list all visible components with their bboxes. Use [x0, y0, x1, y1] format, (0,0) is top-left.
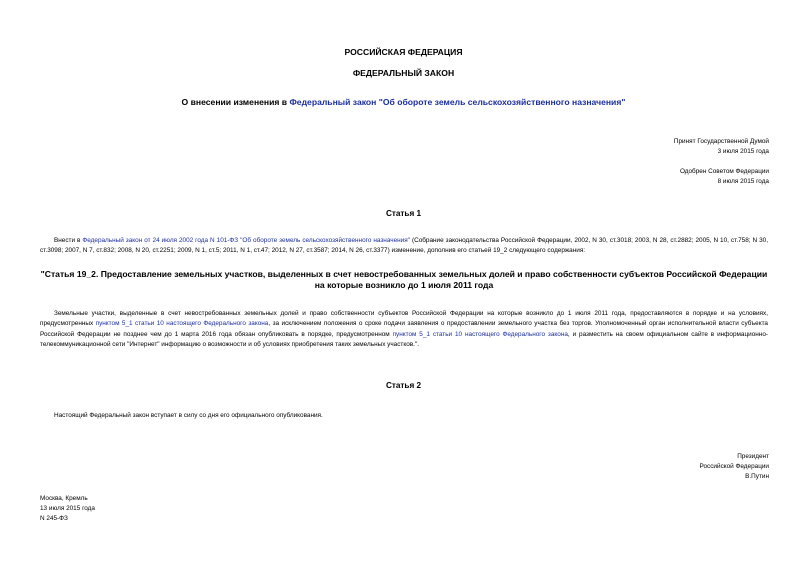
- duma-adoption-date: 3 июля 2015 года: [717, 147, 769, 155]
- new-article-body-link1[interactable]: пунктом 5_1 статьи 10 настоящего Федерального закона: [95, 320, 269, 328]
- footer-place: Москва, Кремль: [40, 495, 88, 502]
- article-1-intro-suffix: (Собрание законодательства Российской Федерации, 2002, N 30, ст.3018; 2003, N 28, ст.2882; 2005, N 10, ст.758; N 30, ст.3098; 2007, N 7, ст.832; 2008, N 20, ст.2251; 2009, N 1, ст.5; 2011, N 1, ст.47; 2012, N 27, ст.3587; 2014, N 26, ст.3377) изменение, дополнив его статьей 19_2 следующего содержания:: [40, 237, 768, 255]
- signature-name: В.Путин: [745, 473, 769, 480]
- signature-title: Президент: [737, 453, 769, 460]
- article-1-intro-link[interactable]: Федеральный закон от 24 июля 2002 года N 101-ФЗ "Об обороте земель сельскохозяйственного назначения": [82, 237, 410, 244]
- signature-block: [700, 452, 770, 482]
- article-1-intro-prefix: Внести в: [54, 237, 83, 244]
- article-2-text: Настоящий Федеральный закон вступает в силу со дня его официального опубликования.: [54, 412, 323, 419]
- article-1-title: Статья 1: [385, 209, 422, 218]
- new-article-title: "Статья 19_2. Предоставление земельных участков, выделенных в счет невостребованных земельных долей и право собственности субъектов Российской Федерации на которые возникло до 1 июля 2011 года: [40, 269, 768, 290]
- new-article-body-part3: , и разместить на своем официальном сайте в информационно-телекоммуникационной сети "Интернет" информацию о возможности и об условиях приобретения таких земельных участков.".: [40, 330, 769, 349]
- council-approval: [680, 167, 769, 186]
- article-2-title: Статья 2: [385, 381, 422, 390]
- law-title-link[interactable]: Федеральный закон "Об обороте земель сельскохозяйственного назначения": [289, 97, 626, 107]
- duma-adoption-line1: Принят Государственной Думой: [673, 138, 769, 145]
- new-article-body-part1: Земельные участки, выделенные в счет невостребованных земельных долей и право собственности субъектов Российской Федерации на которые возникло до 1 июля 2011 года, предоставляются в порядке и на условиях, предусмотренных: [40, 310, 768, 328]
- footer-date: 13 июля 2015 года: [40, 504, 95, 512]
- footer-block: [40, 494, 95, 523]
- new-article-body: [40, 309, 768, 351]
- new-article-body-link2[interactable]: пунктом 5_1 статьи 10 настоящего Федерального закона: [392, 330, 568, 338]
- doc-type-heading: ФЕДЕРАЛЬНЫЙ ЗАКОН: [352, 68, 455, 78]
- signature-office: Российской Федерации: [699, 463, 769, 470]
- council-approval-date: 8 июля 2015 года: [717, 177, 769, 185]
- new-article-body-part2: , за исключением положения о сроке подачи заявления о предоставлении земельного участка без торгов. Уполномоченный орган исполнительной власти субъекта Российской Федерации не позднее чем до 1 марта 2016 года обязан опубликовать в порядке, предусмотренном: [40, 320, 768, 338]
- law-title: [0, 97, 807, 107]
- article-1-intro: [40, 236, 768, 257]
- country-heading: РОССИЙСКАЯ ФЕДЕРАЦИЯ: [344, 47, 463, 57]
- law-title-prefix: О внесении изменения в: [181, 97, 290, 107]
- duma-adoption: [674, 137, 769, 156]
- footer-number: N 245-ФЗ: [40, 514, 68, 522]
- council-approval-line1: Одобрен Советом Федерации: [679, 168, 769, 175]
